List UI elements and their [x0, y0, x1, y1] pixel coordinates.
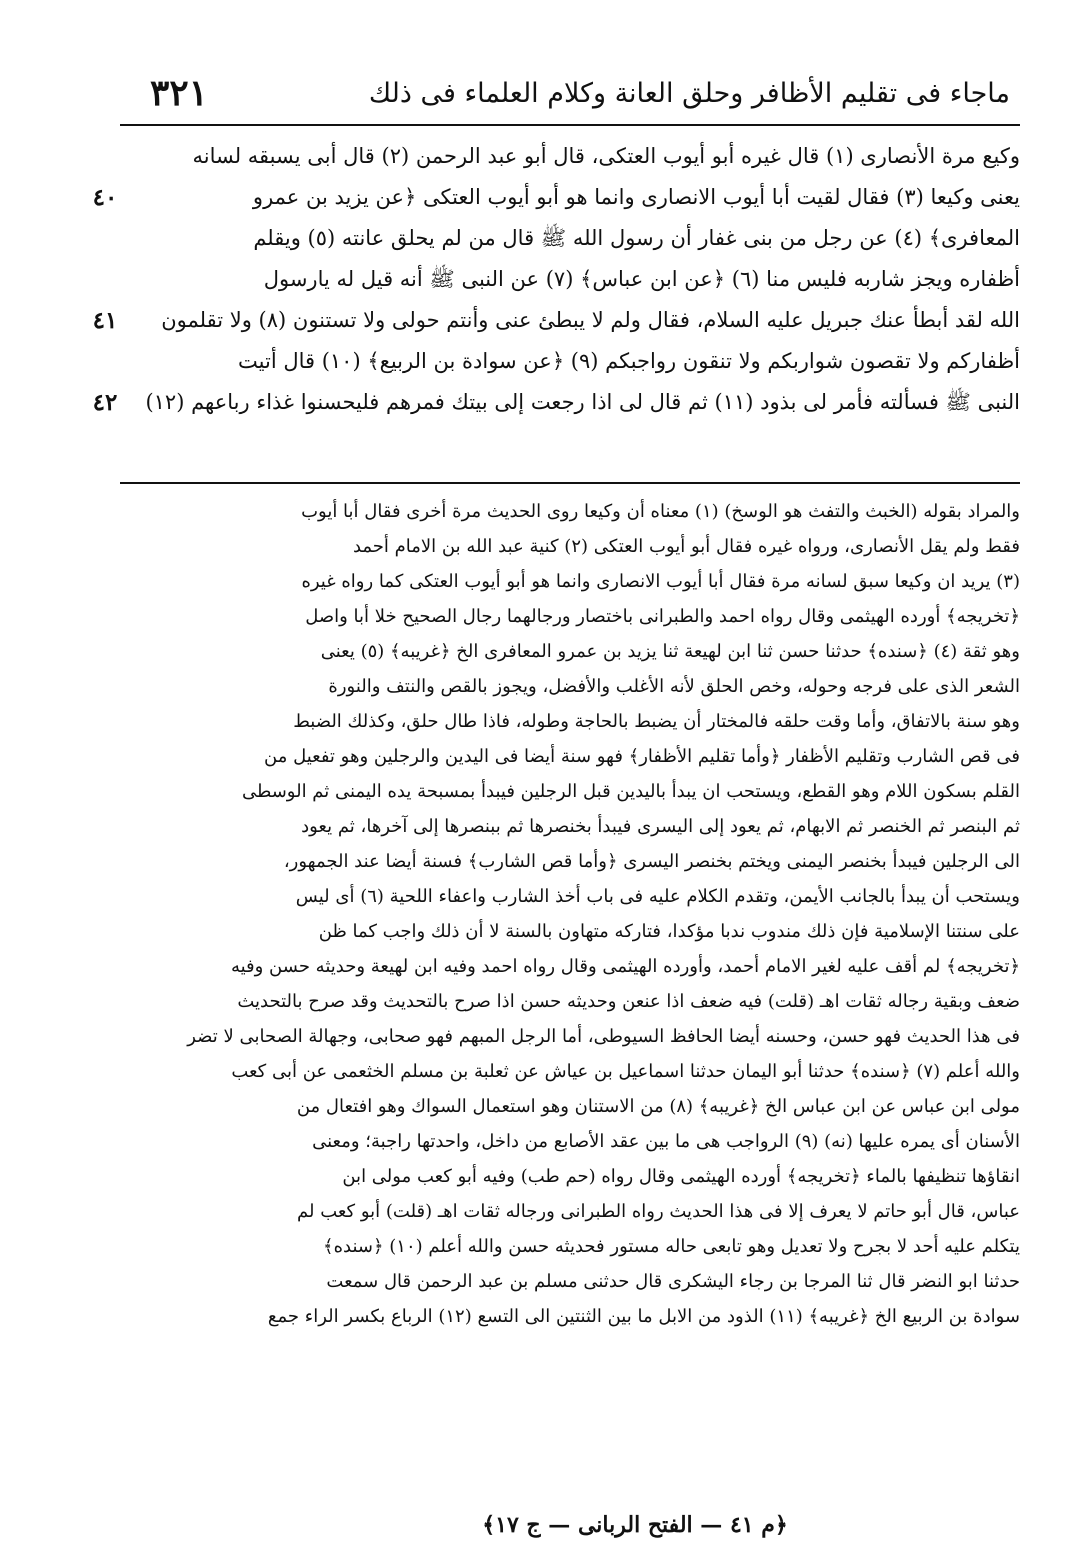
footnote-line: على سنتنا الإسلامية فإن ذلك مندوب ندبا مؤكدا، فتاركه متهاون بالسنة لا أن ذلك واجب كما ظن [318, 921, 1020, 942]
footnote-line: سوادة بن الربيع الخ ﴿غريبه﴾ (١١) الذود من الابل ما بين الثنتين الى التسع (١٢) الرباع بكسر الراء جمع [267, 1306, 1020, 1327]
footnote-line: ضعف وبقية رجاله ثقات اهـ (قلت) فيه ضعف اذا عنعن وحديثه حسن اذا صرح بالتحديث وقد صرح بالتحديث [237, 991, 1020, 1012]
running-title: ماجاء فى تقليم الأظافر وحلق العانة وكلام العلماء فى ذلك [368, 77, 1010, 109]
header-rule [120, 124, 1020, 126]
footnote-line: فى هذا الحديث فهو حسن، وحسنه أيضا الحافظ السيوطى، أما الرجل المبهم فهو صحابى، وجهالة الصحابى لا تضر [187, 1026, 1020, 1047]
footnote-line: الأسنان أى يمره عليها (نه) (٩) الرواجب هى ما بين عقد الأصابع من داخل، واحدتها راجبة؛ ومعنى [312, 1131, 1020, 1152]
page-number: ٣٢١ [150, 72, 209, 114]
footnote-line: والله أعلم (٧) ﴿سنده﴾ حدثنا أبو اليمان حدثنا اسماعيل بن عياش عن ثعلبة بن مسلم الخثعمى عن أبى كعب [231, 1061, 1020, 1082]
footnote-line: ويستحب أن يبدأ بالجانب الأيمن، وتقدم الكلام عليه فى باب أخذ الشارب واعفاء اللحية (٦) أى ليس [295, 886, 1020, 907]
footnote-separator [120, 482, 1020, 484]
footnotes [120, 494, 1020, 1334]
footnote-line: ثم البنصر ثم الخنصر ثم الابهام، ثم يعود إلى اليسرى فيبدأ بخنصرها ثم ببنصرها إلى آخرها، ثم يعود [301, 816, 1020, 837]
footnote-line: الشعر الذى على فرجه وحوله، وخص الحلق لأنه الأغلب والأفضل، ويجوز بالقص والنتف والنورة [328, 676, 1020, 697]
footnote-line: وهو ثقة (٤) ﴿سنده﴾ حدثنا حسن ثنا ابن لهيعة ثنا يزيد بن عمرو المعافرى الخ ﴿غريبه﴾ (٥) يعنى [320, 641, 1020, 662]
footnote-line: فى قص الشارب وتقليم الأظفار ﴿وأما تقليم الأظفار﴾ فهو سنة أيضا فى اليدين والرجلين وهو تفعيل من [264, 746, 1020, 767]
main-text-line: يعنى وكيعا (٣) فقال لقيت أبا أيوب الانصارى وانما هو أبو أيوب العتكى ﴿عن يزيد بن عمرو [252, 185, 1020, 209]
main-text-line: الله لقد أبطأ عنك جبريل عليه السلام، فقال ولم لا يبطئ عنى وأنتم حولى ولا تستنون (٨) ولا تقلمون [161, 308, 1020, 332]
page-header [150, 68, 1010, 118]
hadith-number: ٤١ [92, 307, 118, 334]
footnote-line: ﴿تخريجه﴾ أورده الهيثمى وقال رواه احمد والطبرانى باختصار ورجالهما رجال الصحيح خلا أبا واصل [305, 606, 1020, 627]
footnote-line: وهو سنة بالاتفاق، وأما وقت حلقه فالمختار أن يضبط بالحاجة وطوله، فاذا طال حلق، وكذلك الضبط [293, 711, 1020, 732]
footnote-line: حدثنا ابو النضر قال ثنا المرجا بن رجاء اليشكرى قال حدثنى مسلم بن عبد الرحمن قال سمعت [326, 1271, 1020, 1292]
footnote-line: القلم بسكون اللام وهو القطع، ويستحب ان يبدأ باليدين قبل الرجلين فيبدأ بمسبحة يده اليمنى ثم الوسطى [241, 781, 1020, 802]
main-text [145, 136, 1020, 423]
main-text-line: النبى ﷺ فسألته فأمر لى بذود (١١) ثم قال لى اذا رجعت إلى بيتك فمرهم فليحسنوا غذاء رباعهم (١٢) [145, 390, 1020, 414]
main-text-line: المعافرى﴾ (٤) عن رجل من بنى غفار أن رسول الله ﷺ قال من لم يحلق عانته (٥) ويقلم [253, 226, 1020, 250]
signature-mark: ﴿م ٤١ — الفتح الربانى — ج ١٧﴾ [482, 1512, 788, 1538]
main-text-line: أظفاره ويجز شاربه فليس منا (٦) ﴿عن ابن عباس﴾ (٧) عن النبى ﷺ أنه قيل له يارسول [263, 267, 1020, 291]
main-text-line: أظفاركم ولا تقصون شواربكم ولا تنقون رواجبكم (٩) ﴿عن سوادة بن الربيع﴾ (١٠) قال أتيت [238, 349, 1020, 373]
footnote-line: عباس، قال أبو حاتم لا يعرف إلا فى هذا الحديث رواه الطبرانى ورجاله ثقات اهـ (قلت) أبو كعب لم [297, 1201, 1020, 1222]
footnote-line: (٣) يريد ان وكيعا سبق لسانه مرة فقال أبا أيوب الانصارى وانما هو أبو أيوب العتكى كما رواه غيره [301, 571, 1020, 592]
footnote-line: يتكلم عليه أحد لا بجرح ولا تعديل وهو تابعى حاله مستور فحديثه حسن والله أعلم (١٠) ﴿سنده﴾ [323, 1236, 1020, 1257]
footnote-line: والمراد بقوله (الخبث والتفث هو الوسخ) (١) معناه أن وكيعا روى الحديث مرة أخرى فقال أبا أيوب [301, 501, 1020, 522]
footnote-line: مولى ابن عباس عن ابن عباس الخ ﴿غريبه﴾ (٨) من الاستنان وهو استعمال السواك وهو افتعال من [296, 1096, 1020, 1117]
footnote-line: ﴿تخريجه﴾ لم أقف عليه لغير الامام أحمد، وأورده الهيثمى وقال رواه احمد وفيه ابن لهيعة وحديثه حسن وفيه [230, 956, 1020, 977]
footnote-line: فقط ولم يقل الأنصارى، ورواه غيره فقال أبو أيوب العتكى (٢) كنية عبد الله بن الامام أحمد [352, 536, 1020, 557]
main-text-line: وكيع مرة الأنصارى (١) قال غيره أبو أيوب العتكى، قال أبو عبد الرحمن (٢) قال أبى يسبقه لسانه [192, 144, 1020, 168]
hadith-number: ٤٠ [92, 184, 118, 211]
footnote-line: انقاؤها تنظيفها بالماء ﴿تخريجه﴾ أورده الهيثمى وقال رواه (حم طب) وفيه أبو كعب مولى ابن [342, 1166, 1020, 1187]
hadith-number: ٤٢ [92, 389, 118, 416]
footnote-line: الى الرجلين فيبدأ بخنصر اليمنى ويختم بخنصر اليسرى ﴿وأما قص الشارب﴾ فسنة أيضا عند الجمهور، [283, 851, 1020, 872]
